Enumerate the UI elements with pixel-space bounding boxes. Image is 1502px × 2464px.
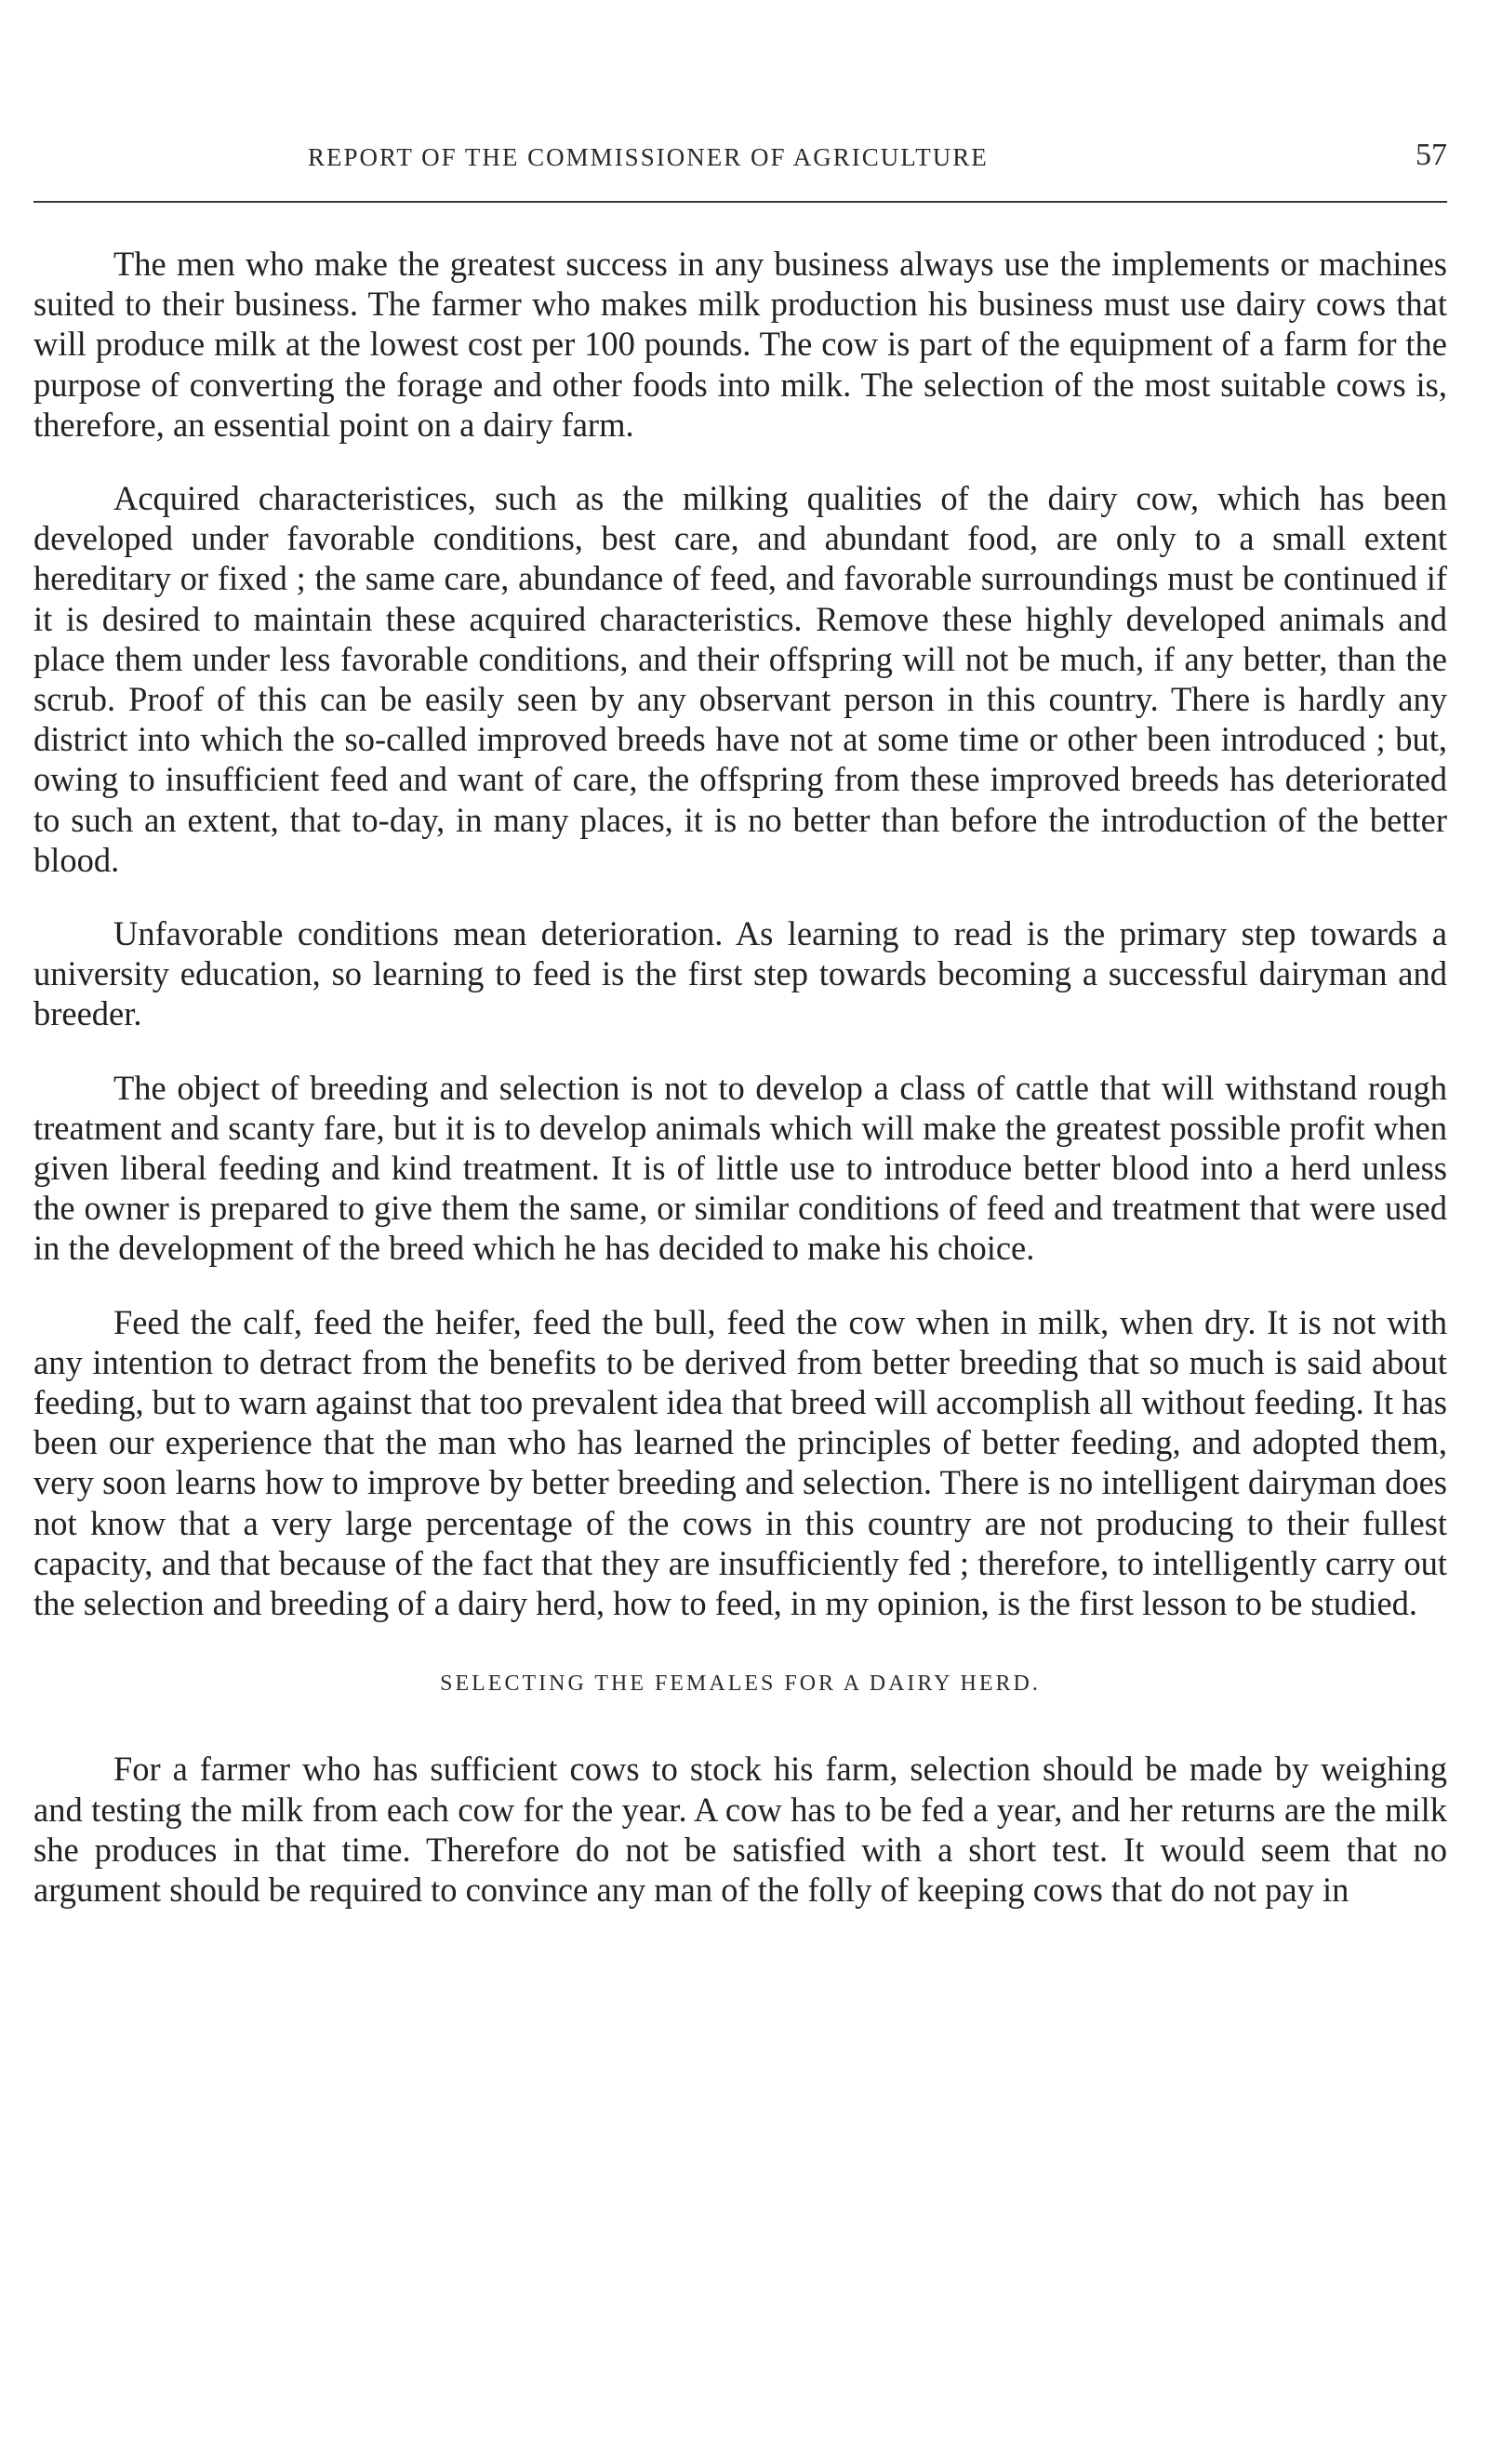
section-heading: SELECTING THE FEMALES FOR A DAIRY HERD. [440,1672,1041,1697]
paragraph: Feed the calf, feed the heifer, feed the bull, feed the cow when in milk, when dry. It is not with any intention to detract from the benefits to be derived from better breeding that so much is said about feeding, but to warn against that too prevalent idea that breed will accomplish all without feeding. It has been our experience that the man who has learned the principles of better feeding, and adopted them, very soon learns how to improve by better breeding and selection. There is no intelligent dairyman does not know that a very large percentage of the cows in this country are not producing to their fullest capacity, and that because of the fact that they are insufficiently fed ; therefore, to intelligently carry out the selection and breeding of a dairy herd, how to feed, in my opinion, is the first lesson to be studied. [33,1302,1447,1623]
page-header [33,138,1447,184]
paragraph: Acquired characteristices, such as the milking qualities of the dairy cow, which has been developed under favorable conditions, best care, and abundant food, are only to a small extent hereditary or fixed ; the same care, abundance of feed, and favorable surroundings must be continued if it is desired to maintain these acquired characteristics. Remove these highly developed animals and place them under less favorable conditions, and their offspring will not be much, if any better, than the scrub. Proof of this can be easily seen by any observant person in this country. There is hardly any district into which the so-called improved breeds have not at some time or other been introduced ; but, owing to insufficient feed and want of care, the offspring from these improved breeds has deteriorated to such an extent, that to-day, in many places, it is no better than before the introduction of the better blood. [33,479,1447,879]
paragraph: Unfavorable conditions mean deterioration. As learning to read is the primary step towards a university education, so learning to feed is the first step towards becoming a successful dairyman and breeder. [33,914,1447,1033]
header-rule [33,201,1447,203]
document-page [33,0,1447,2464]
paragraph: The men who make the greatest success in any business always use the implements or machines suited to their business. The farmer who makes milk production his business must use dairy cows that will produce milk at the lowest cost per 100 pounds. The cow is part of the equipment of a farm for the purpose of converting the forage and other foods into milk. The selection of the most suitable cows is, therefore, an essential point on a dairy farm. [33,245,1447,444]
running-head: REPORT OF THE COMMISSIONER OF AGRICULTURE [308,143,989,171]
body-text [33,244,1447,1943]
paragraph: The object of breeding and selection is not to develop a class of cattle that will withstand rough treatment and scanty fare, but it is to develop animals which will make the greatest possible profit when given liberal feeding and kind treatment. It is of little use to introduce better blood into a herd unless the owner is prepared to give them the same, or similar conditions of feed and treatment that were used in the development of the breed which he has decided to make his choice. [33,1068,1447,1268]
page-number: 57 [1416,138,1447,172]
paragraph: For a farmer who has sufficient cows to stock his farm, selection should be made by weighing and testing the milk from each cow for the year. A cow has to be fed a year, and her returns are the milk she produces in that time. Therefore do not be satisfied with a short test. It would seem that no argument should be required to convince any man of the folly of keeping cows that do not pay in [33,1750,1447,1909]
